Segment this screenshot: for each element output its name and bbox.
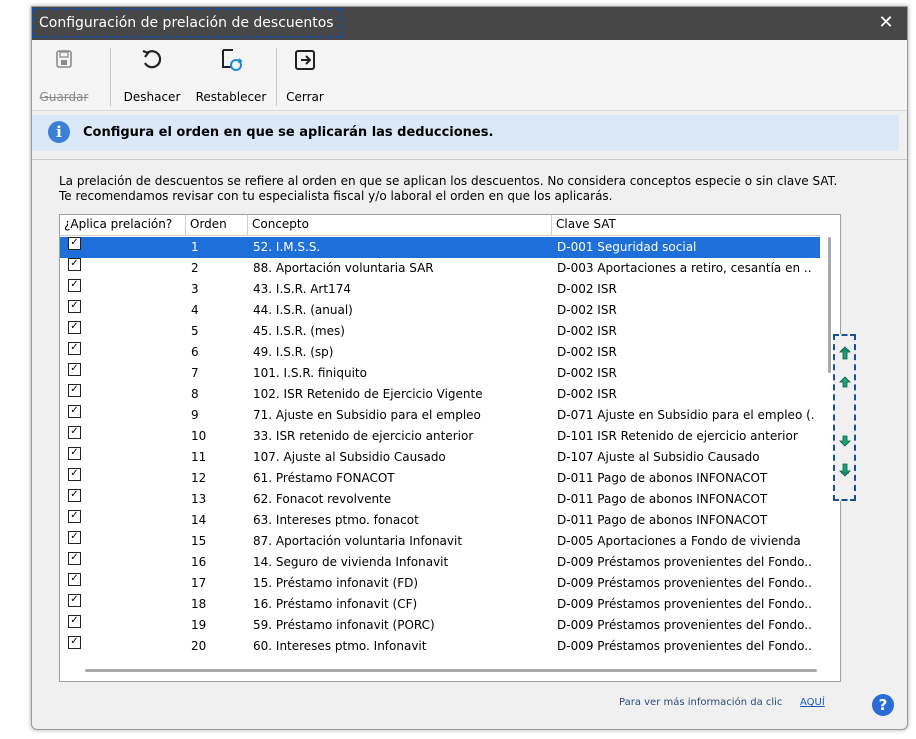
cell-clave-sat: D-009 Préstamos provenientes del Fondo..	[557, 618, 812, 632]
cell-concepto: 102. ISR Retenido de Ejercicio Vigente	[253, 387, 483, 401]
dialog-window	[31, 6, 908, 730]
undo-label: Deshacer	[123, 90, 181, 104]
table-row[interactable]	[60, 237, 820, 258]
table-row[interactable]	[60, 636, 820, 657]
cell-orden: 2	[191, 261, 199, 275]
cell-orden: 17	[191, 576, 207, 590]
table-body	[60, 237, 820, 657]
title-bar	[32, 7, 907, 40]
cell-clave-sat: D-003 Aportaciones a retiro, cesantía en ..	[557, 261, 812, 275]
double-down-arrow-icon	[838, 463, 852, 477]
table-row[interactable]	[60, 300, 820, 321]
table-row[interactable]	[60, 279, 820, 300]
cell-clave-sat: D-011 Pago de abonos INFONACOT	[557, 513, 768, 527]
cell-concepto: 15. Préstamo infonavit (FD)	[253, 576, 419, 590]
apply-checkbox[interactable]: ✓	[68, 615, 81, 628]
cell-concepto: 59. Préstamo infonavit (PORC)	[253, 618, 435, 632]
table-row[interactable]	[60, 510, 820, 531]
cell-clave-sat: D-002 ISR	[557, 366, 617, 380]
cell-clave-sat: D-002 ISR	[557, 345, 617, 359]
cell-clave-sat: D-005 Aportaciones a Fondo de vivienda	[557, 534, 801, 548]
save-icon	[34, 48, 94, 82]
cell-orden: 10	[191, 429, 207, 443]
cell-concepto: 60. Intereses ptmo. Infonavit	[253, 639, 427, 653]
move-to-bottom-button[interactable]	[838, 463, 852, 477]
cell-concepto: 52. I.M.S.S.	[253, 240, 321, 254]
cell-clave-sat: D-011 Pago de abonos INFONACOT	[557, 492, 768, 506]
apply-checkbox[interactable]: ✓	[68, 342, 81, 355]
table-row[interactable]	[60, 468, 820, 489]
column-header-orden[interactable]: Orden	[186, 215, 248, 235]
table-row[interactable]	[60, 405, 820, 426]
exit-icon	[282, 48, 328, 82]
apply-checkbox[interactable]: ✓	[68, 321, 81, 334]
cell-clave-sat: D-107 Ajuste al Subsidio Causado	[557, 450, 760, 464]
cell-orden: 8	[191, 387, 199, 401]
cell-concepto: 101. I.S.R. finiquito	[253, 366, 367, 380]
cell-orden: 9	[191, 408, 199, 422]
apply-checkbox[interactable]: ✓	[68, 426, 81, 439]
undo-button[interactable]	[120, 44, 184, 106]
column-header-concepto[interactable]: Concepto	[248, 215, 552, 235]
apply-checkbox[interactable]: ✓	[68, 384, 81, 397]
cell-clave-sat: D-002 ISR	[557, 303, 617, 317]
reorder-controls	[833, 334, 856, 501]
table-row[interactable]	[60, 594, 820, 615]
cell-clave-sat: D-009 Préstamos provenientes del Fondo..	[557, 597, 812, 611]
cell-clave-sat: D-101 ISR Retenido de ejercicio anterior	[557, 429, 798, 443]
horizontal-scroll-thumb[interactable]	[85, 669, 817, 672]
double-up-arrow-icon	[838, 346, 852, 360]
cell-orden: 4	[191, 303, 199, 317]
cell-concepto: 16. Préstamo infonavit (CF)	[253, 597, 418, 611]
footer-info-text: Para ver más información da clic	[619, 697, 783, 708]
cell-orden: 15	[191, 534, 207, 548]
cell-orden: 13	[191, 492, 207, 506]
table-header	[60, 215, 820, 236]
description	[59, 174, 837, 204]
apply-checkbox[interactable]: ✓	[68, 573, 81, 586]
up-arrow-icon	[838, 375, 852, 389]
table-row[interactable]	[60, 384, 820, 405]
cell-concepto: 88. Aportación voluntaria SAR	[253, 261, 434, 275]
toolbar-divider	[110, 48, 111, 106]
down-arrow-icon	[838, 434, 852, 448]
window-title: Configuración de prelación de descuentos	[32, 8, 342, 38]
close-dialog-button[interactable]	[282, 44, 328, 106]
cell-orden: 14	[191, 513, 207, 527]
cell-orden: 6	[191, 345, 199, 359]
reset-button[interactable]	[192, 44, 270, 106]
cell-clave-sat: D-071 Ajuste en Subsidio para el empleo (.	[557, 408, 815, 422]
cell-orden: 19	[191, 618, 207, 632]
cell-orden: 7	[191, 366, 199, 380]
cell-clave-sat: D-009 Préstamos provenientes del Fondo..	[557, 576, 812, 590]
table-row[interactable]	[60, 363, 820, 384]
apply-checkbox[interactable]: ✓	[68, 636, 81, 649]
cell-concepto: 62. Fonacot revolvente	[253, 492, 392, 506]
cell-orden: 5	[191, 324, 199, 338]
table-row[interactable]	[60, 531, 820, 552]
content-area	[32, 159, 907, 729]
table-row[interactable]	[60, 321, 820, 342]
save-button[interactable]	[34, 44, 94, 106]
info-message: Configura el orden en que se aplicarán las deducciones.	[83, 125, 494, 140]
reset-label: Restablecer	[195, 90, 267, 104]
apply-checkbox[interactable]: ✓	[68, 300, 81, 313]
toolbar	[32, 40, 907, 111]
description-line-1: La prelación de descuentos se refiere al orden en que se aplican los descuentos. No considera conceptos especie o sin clave SAT.	[59, 174, 838, 188]
description-line-2: Te recomendamos revisar con tu especialista fiscal y/o laboral el orden en que los aplicarás.	[59, 189, 613, 203]
apply-checkbox[interactable]: ✓	[68, 405, 81, 418]
column-header-clave-sat[interactable]: Clave SAT	[556, 217, 616, 231]
info-icon: i	[48, 121, 70, 143]
apply-checkbox[interactable]: ✓	[68, 363, 81, 376]
info-banner	[32, 115, 899, 151]
move-up-button[interactable]	[838, 375, 852, 389]
cell-concepto: 61. Préstamo FONACOT	[253, 471, 395, 485]
cell-concepto: 49. I.S.R. (sp)	[253, 345, 334, 359]
cell-concepto: 43. I.S.R. Art174	[253, 282, 351, 296]
cell-concepto: 14. Seguro de vivienda Infonavit	[253, 555, 449, 569]
apply-checkbox[interactable]: ✓	[68, 489, 81, 502]
cell-concepto: 63. Intereses ptmo. fonacot	[253, 513, 419, 527]
cell-clave-sat: D-002 ISR	[557, 324, 617, 338]
close-dialog-label: Cerrar	[286, 90, 324, 104]
table-row[interactable]	[60, 342, 820, 363]
cell-orden: 18	[191, 597, 207, 611]
cell-orden: 3	[191, 282, 199, 296]
table-row[interactable]	[60, 447, 820, 468]
cell-clave-sat: D-009 Préstamos provenientes del Fondo..	[557, 555, 812, 569]
move-down-button[interactable]	[838, 434, 852, 448]
close-button[interactable]: ✕	[878, 12, 894, 33]
cell-clave-sat: D-001 Seguridad social	[557, 240, 697, 254]
undo-icon	[120, 48, 184, 82]
cell-concepto: 107. Ajuste al Subsidio Causado	[253, 450, 446, 464]
table-row[interactable]	[60, 615, 820, 636]
cell-concepto: 33. ISR retenido de ejercicio anterior	[253, 429, 474, 443]
move-to-top-button[interactable]	[838, 346, 852, 360]
save-label: Guardar	[39, 90, 89, 104]
reset-icon	[192, 48, 270, 82]
apply-checkbox[interactable]: ✓	[68, 258, 81, 271]
help-icon[interactable]: ?	[872, 694, 894, 716]
cell-concepto: 44. I.S.R. (anual)	[253, 303, 353, 317]
deductions-table[interactable]	[59, 214, 841, 682]
cell-clave-sat: D-002 ISR	[557, 387, 617, 401]
cell-orden: 1	[191, 240, 199, 254]
table-row[interactable]	[60, 258, 820, 279]
toolbar-divider	[276, 48, 277, 106]
cell-concepto: 87. Aportación voluntaria Infonavit	[253, 534, 463, 548]
table-row[interactable]	[60, 489, 820, 510]
apply-checkbox[interactable]: ✓	[68, 468, 81, 481]
apply-checkbox[interactable]: ✓	[68, 531, 81, 544]
cell-orden: 12	[191, 471, 207, 485]
cell-orden: 20	[191, 639, 207, 653]
cell-clave-sat: D-002 ISR	[557, 282, 617, 296]
table-row[interactable]	[60, 426, 820, 447]
vertical-scroll-thumb[interactable]	[828, 237, 831, 373]
cell-concepto: 71. Ajuste en Subsidio para el empleo	[253, 408, 481, 422]
cell-clave-sat: D-009 Préstamos provenientes del Fondo..	[557, 639, 812, 653]
horizontal-scrollbar[interactable]	[60, 661, 840, 681]
table-row[interactable]	[60, 552, 820, 573]
apply-checkbox[interactable]: ✓	[68, 237, 81, 250]
cell-clave-sat: D-011 Pago de abonos INFONACOT	[557, 471, 768, 485]
table-row[interactable]	[60, 573, 820, 594]
apply-checkbox[interactable]: ✓	[68, 510, 81, 523]
cell-orden: 16	[191, 555, 207, 569]
apply-checkbox[interactable]: ✓	[68, 552, 81, 565]
more-info-link[interactable]: AQUÍ	[800, 697, 825, 708]
apply-checkbox[interactable]: ✓	[68, 279, 81, 292]
apply-checkbox[interactable]: ✓	[68, 447, 81, 460]
column-header-aplica[interactable]: ¿Aplica prelación?	[60, 215, 186, 235]
cell-concepto: 45. I.S.R. (mes)	[253, 324, 345, 338]
cell-orden: 11	[191, 450, 207, 464]
apply-checkbox[interactable]: ✓	[68, 594, 81, 607]
